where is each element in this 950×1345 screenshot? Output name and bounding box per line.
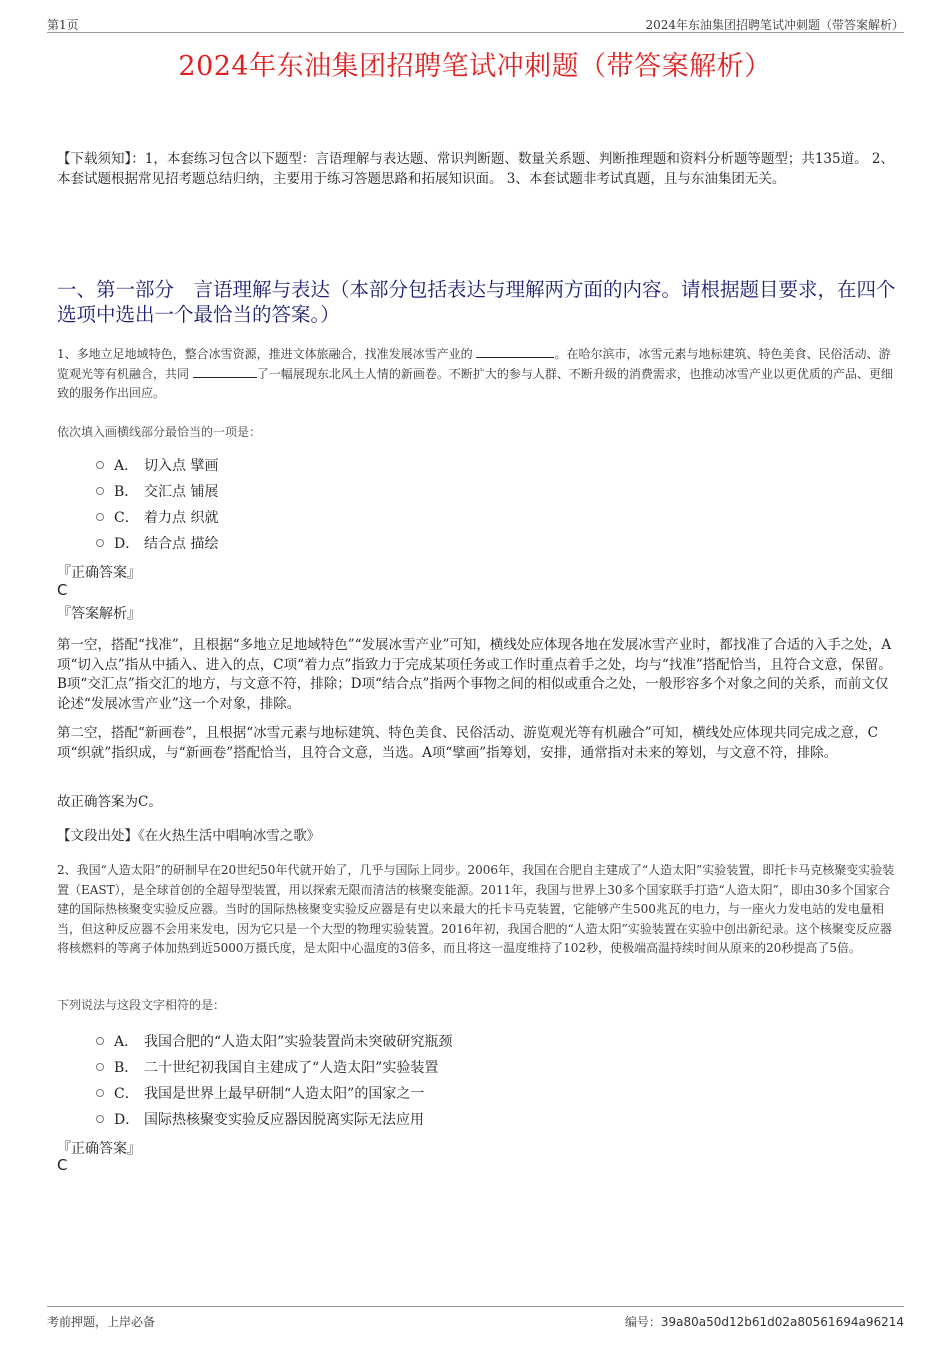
question-1-text-part-c: 了一幅展现东北风土人情的新画卷。不断扩大的参与人群、不断升级的消费需求，也推动冰雪产业以更优质的产品、更细致的服务作出回应。 — [57, 366, 893, 400]
question-1-options — [96, 452, 218, 556]
option-d[interactable] — [96, 530, 218, 556]
question-2-prompt: 下列说法与这段文字相符的是： — [57, 998, 226, 1012]
fill-blank-2 — [193, 365, 257, 378]
correct-answer: C — [57, 581, 68, 599]
option-letter: B． — [114, 484, 139, 500]
option-text: 我国是世界上最早研制“人造太阳”的国家之一 — [144, 1086, 425, 1102]
document-id-label: 编号： — [624, 1315, 661, 1329]
option-d[interactable] — [96, 1106, 452, 1132]
question-1-text-part-a: 1、多地立足地域特色，整合冰雪资源，推进文体旅融合，找准发展冰雪产业的 — [57, 347, 473, 361]
option-text: 结合点 描绘 — [144, 536, 219, 552]
question-1-prompt: 依次填入画横线部分最恰当的一项是： — [57, 425, 262, 439]
option-c[interactable] — [96, 504, 218, 530]
radio-icon[interactable] — [96, 1089, 104, 1097]
option-b[interactable] — [96, 1054, 452, 1080]
option-text: 切入点 擘画 — [144, 458, 219, 474]
analysis-paragraph-2: 第二空，搭配“新画卷”，且根据“冰雪元素与地标建筑、特色美食、民俗活动、游览观光等有机融合”可知，横线处应体现共同完成之意，C项“织就”指织成，与“新画卷”搭配恰当，且符合文意，当选。A项“擘画”指筹划，安排，通常指对未来的筹划，与文意不符，排除。 — [57, 725, 878, 761]
radio-icon[interactable] — [96, 1037, 104, 1045]
option-b[interactable] — [96, 478, 218, 504]
option-letter: D． — [114, 536, 140, 552]
footer-slogan: 考前押题，上岸必备 — [47, 1315, 156, 1329]
option-letter: A． — [114, 1034, 139, 1050]
option-a[interactable] — [96, 1028, 452, 1054]
option-letter: D． — [114, 1112, 140, 1128]
option-letter: C． — [114, 510, 139, 526]
analysis-paragraph-1: 第一空，搭配“找准”，且根据“多地立足地域特色”“发展冰雪产业”可知，横线处应体现各地在发展冰雪产业时，都找准了合适的入手之处，A项“切入点”指从中插入、进入的点，C项“着力点”指致力于完成某项任务或工作时重点着手之处，均与“找准”搭配恰当，且符合文意，保留。B项“交汇点”指交汇的地方，与文意不符，排除；D项“结合点”指两个事物之间的相似或重合之处，一般形容多个对象之间的关系，而前文仅论述“发展冰雪产业”这一个对象，排除。 — [57, 637, 892, 712]
page-number: 第1页 — [47, 18, 79, 32]
option-c[interactable] — [96, 1080, 452, 1106]
radio-icon[interactable] — [96, 539, 104, 547]
radio-icon[interactable] — [96, 1063, 104, 1071]
option-text: 交汇点 铺展 — [144, 484, 219, 500]
option-a[interactable] — [96, 452, 218, 478]
option-letter: C． — [114, 1086, 139, 1102]
correct-answer-label: 『正确答案』 — [57, 1141, 141, 1157]
radio-icon[interactable] — [96, 487, 104, 495]
question-2-options — [96, 1028, 452, 1132]
document-id-value: 39a80a50d12b61d02a80561694a96214 — [660, 1315, 904, 1329]
option-text: 国际热核聚变实验反应器因脱离实际无法应用 — [144, 1112, 424, 1128]
option-text: 二十世纪初我国自主建成了“人造太阳”实验装置 — [144, 1060, 439, 1076]
header-doc-title: 2024年东油集团招聘笔试冲刺题（带答案解析） — [645, 18, 904, 32]
section-heading: 一、第一部分 言语理解与表达（本部分包括表达与理解两方面的内容。请根据题目要求，在四个选项中选出一个最恰当的答案。） — [57, 278, 896, 326]
question-1-text-part-b: 。在哈尔滨市，冰雪元素与地标建筑、特色美食、民俗活动、游览观光等有机融合，共同 — [57, 347, 891, 381]
question-1-text — [57, 345, 900, 404]
document-id — [625, 1313, 904, 1330]
correct-answer-label: 『正确答案』 — [57, 565, 141, 581]
fill-blank-1 — [476, 345, 554, 358]
radio-icon[interactable] — [96, 1115, 104, 1123]
analysis-label: 『答案解析』 — [57, 606, 141, 622]
option-letter: B． — [114, 1060, 139, 1076]
option-text: 我国合肥的“人造太阳”实验装置尚未突破研究瓶颈 — [144, 1034, 453, 1050]
radio-icon[interactable] — [96, 461, 104, 469]
page-header — [47, 14, 904, 33]
analysis-conclusion: 故正确答案为C。 — [57, 794, 162, 810]
correct-answer: C — [57, 1156, 68, 1174]
download-notice: 【下载须知】：1，本套练习包含以下题型：言语理解与表达题、常识判断题、数量关系题、判断推理题和资料分析题等题型；共135道。 2、本套试题根据常见招考题总结归纳，主要用于练习答题思路和拓展知识面。 3、本套试题非考试真题，且与东油集团无关。 — [57, 151, 894, 187]
source-citation: 【文段出处】《在火热生活中唱响冰雪之歌》 — [57, 828, 321, 844]
page-footer — [47, 1306, 904, 1329]
option-text: 着力点 织就 — [144, 510, 219, 526]
page-title: 2024年东油集团招聘笔试冲刺题（带答案解析） — [178, 51, 772, 82]
option-letter: A． — [114, 458, 139, 474]
question-2-text: 2、我国“人造太阳”的研制早在20世纪50年代就开始了，几乎与国际上同步。2006年，我国在合肥自主建成了“人造太阳”实验装置，即托卡马克核聚变实验装置（EAST），是全球首创的全超导型装置，用以探索无限而清洁的核聚变能源。2011年，我国与世界上30多个国家联手打造“人造太阳”，即由30多个国家合建的国际热核聚变实验反应器。当时的国际热核聚变实验反应器是有史以来最大的托卡马克装置，它能够产生500兆瓦的电力，与一座火力发电站的发电量相当，但这种反应器不会用来发电，因为它只是一个大型的物理实验装置。2016年初，我国合肥的“人造太阳”实验装置在实验中创出新纪录。这个核聚变反应器将核燃料的等离子体加热到近5000万摄氏度，是太阳中心温度的3倍多，而且将这一温度维持了102秒，使极端高温持续时间从原来的20秒提高了5倍。 — [57, 863, 895, 955]
radio-icon[interactable] — [96, 513, 104, 521]
